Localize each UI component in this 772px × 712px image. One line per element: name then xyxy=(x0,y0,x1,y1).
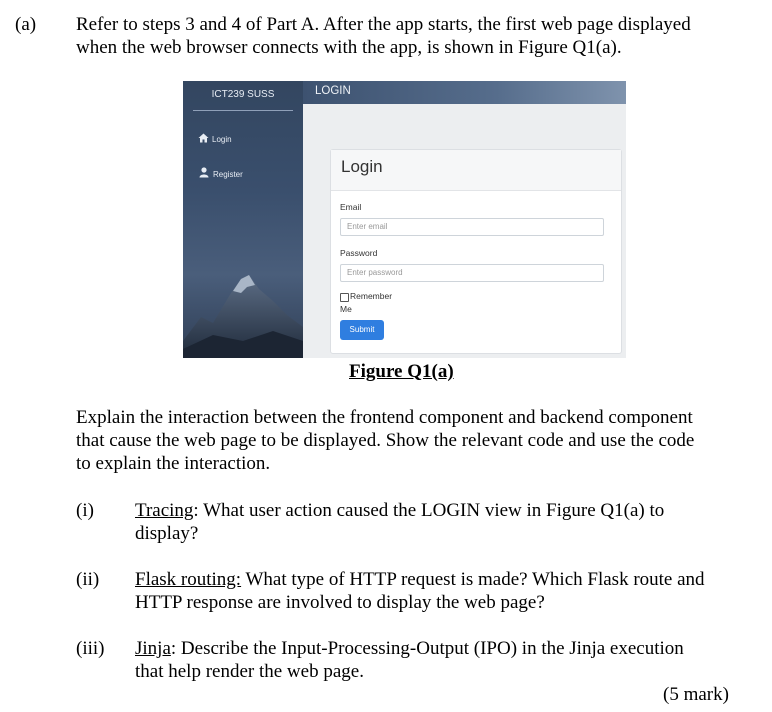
intro-line-1: Refer to steps 3 and 4 of Part A. After the app starts, the first web page displayed xyxy=(76,14,691,35)
part-i-number: (i) xyxy=(76,500,94,521)
sidebar-item-label: Login xyxy=(212,135,232,144)
remember-me-label-line2: Me xyxy=(340,304,352,314)
email-input[interactable]: Enter email xyxy=(340,218,604,236)
figure-caption: Figure Q1(a) xyxy=(349,361,454,382)
explain-line-2: that cause the web page to be displayed. Show the relevant code and use the code xyxy=(76,430,695,451)
part-iii-line1-text: : Describe the Input-Processing-Output (IPO) in the Jinja execution xyxy=(170,638,684,659)
intro-line-2: when the web browser connects with the app, is shown in Figure Q1(a). xyxy=(76,37,622,58)
part-ii-line2: HTTP response are involved to display the web page? xyxy=(135,592,545,613)
remember-me-label-line1: Remember xyxy=(350,291,393,301)
login-screenshot-figure xyxy=(183,81,626,358)
sidebar-item-login[interactable] xyxy=(198,133,232,144)
user-icon xyxy=(199,167,209,178)
submit-button[interactable]: Submit xyxy=(340,320,384,340)
password-label: Password xyxy=(340,248,378,258)
top-bar-title: LOGIN xyxy=(315,85,351,97)
explain-line-3: to explain the interaction. xyxy=(76,453,271,474)
part-i-line1 xyxy=(135,499,732,522)
part-ii-number: (ii) xyxy=(76,569,100,590)
part-i-line1-text: : What user action caused the LOGIN view in Figure Q1(a) to xyxy=(193,500,665,521)
sidebar-item-register[interactable] xyxy=(199,167,243,179)
brand-divider xyxy=(193,110,293,111)
part-ii-line1 xyxy=(135,568,732,591)
explain-line-1: Explain the interaction between the frontend component and backend component xyxy=(76,407,693,428)
part-iii-title: Jinja xyxy=(135,638,171,659)
main-content xyxy=(303,104,626,358)
part-iii-line2: that help render the web page. xyxy=(135,661,364,682)
home-icon xyxy=(198,133,209,143)
part-ii-line1-text: What type of HTTP request is made? Which Flask route and xyxy=(241,569,705,590)
sidebar xyxy=(183,81,303,358)
part-ii-title: Flask routing: xyxy=(135,569,242,590)
email-label: Email xyxy=(340,202,362,212)
question-label: (a) xyxy=(15,14,37,35)
login-card-header xyxy=(331,150,621,191)
login-card-title: Login xyxy=(341,157,383,176)
part-iii-number: (iii) xyxy=(76,638,105,659)
part-iii-line1 xyxy=(135,637,732,660)
brand-title: ICT239 SUSS xyxy=(211,89,275,100)
part-i-line2: display? xyxy=(135,523,199,544)
marks: (5 mark) xyxy=(663,684,729,705)
sidebar-item-label: Register xyxy=(213,170,243,179)
mountain-background-image xyxy=(183,231,303,358)
remember-me-checkbox[interactable] xyxy=(340,293,349,302)
top-bar xyxy=(303,81,626,104)
login-card xyxy=(330,149,622,354)
part-i-title: Tracing xyxy=(135,500,194,521)
password-input[interactable]: Enter password xyxy=(340,264,604,282)
